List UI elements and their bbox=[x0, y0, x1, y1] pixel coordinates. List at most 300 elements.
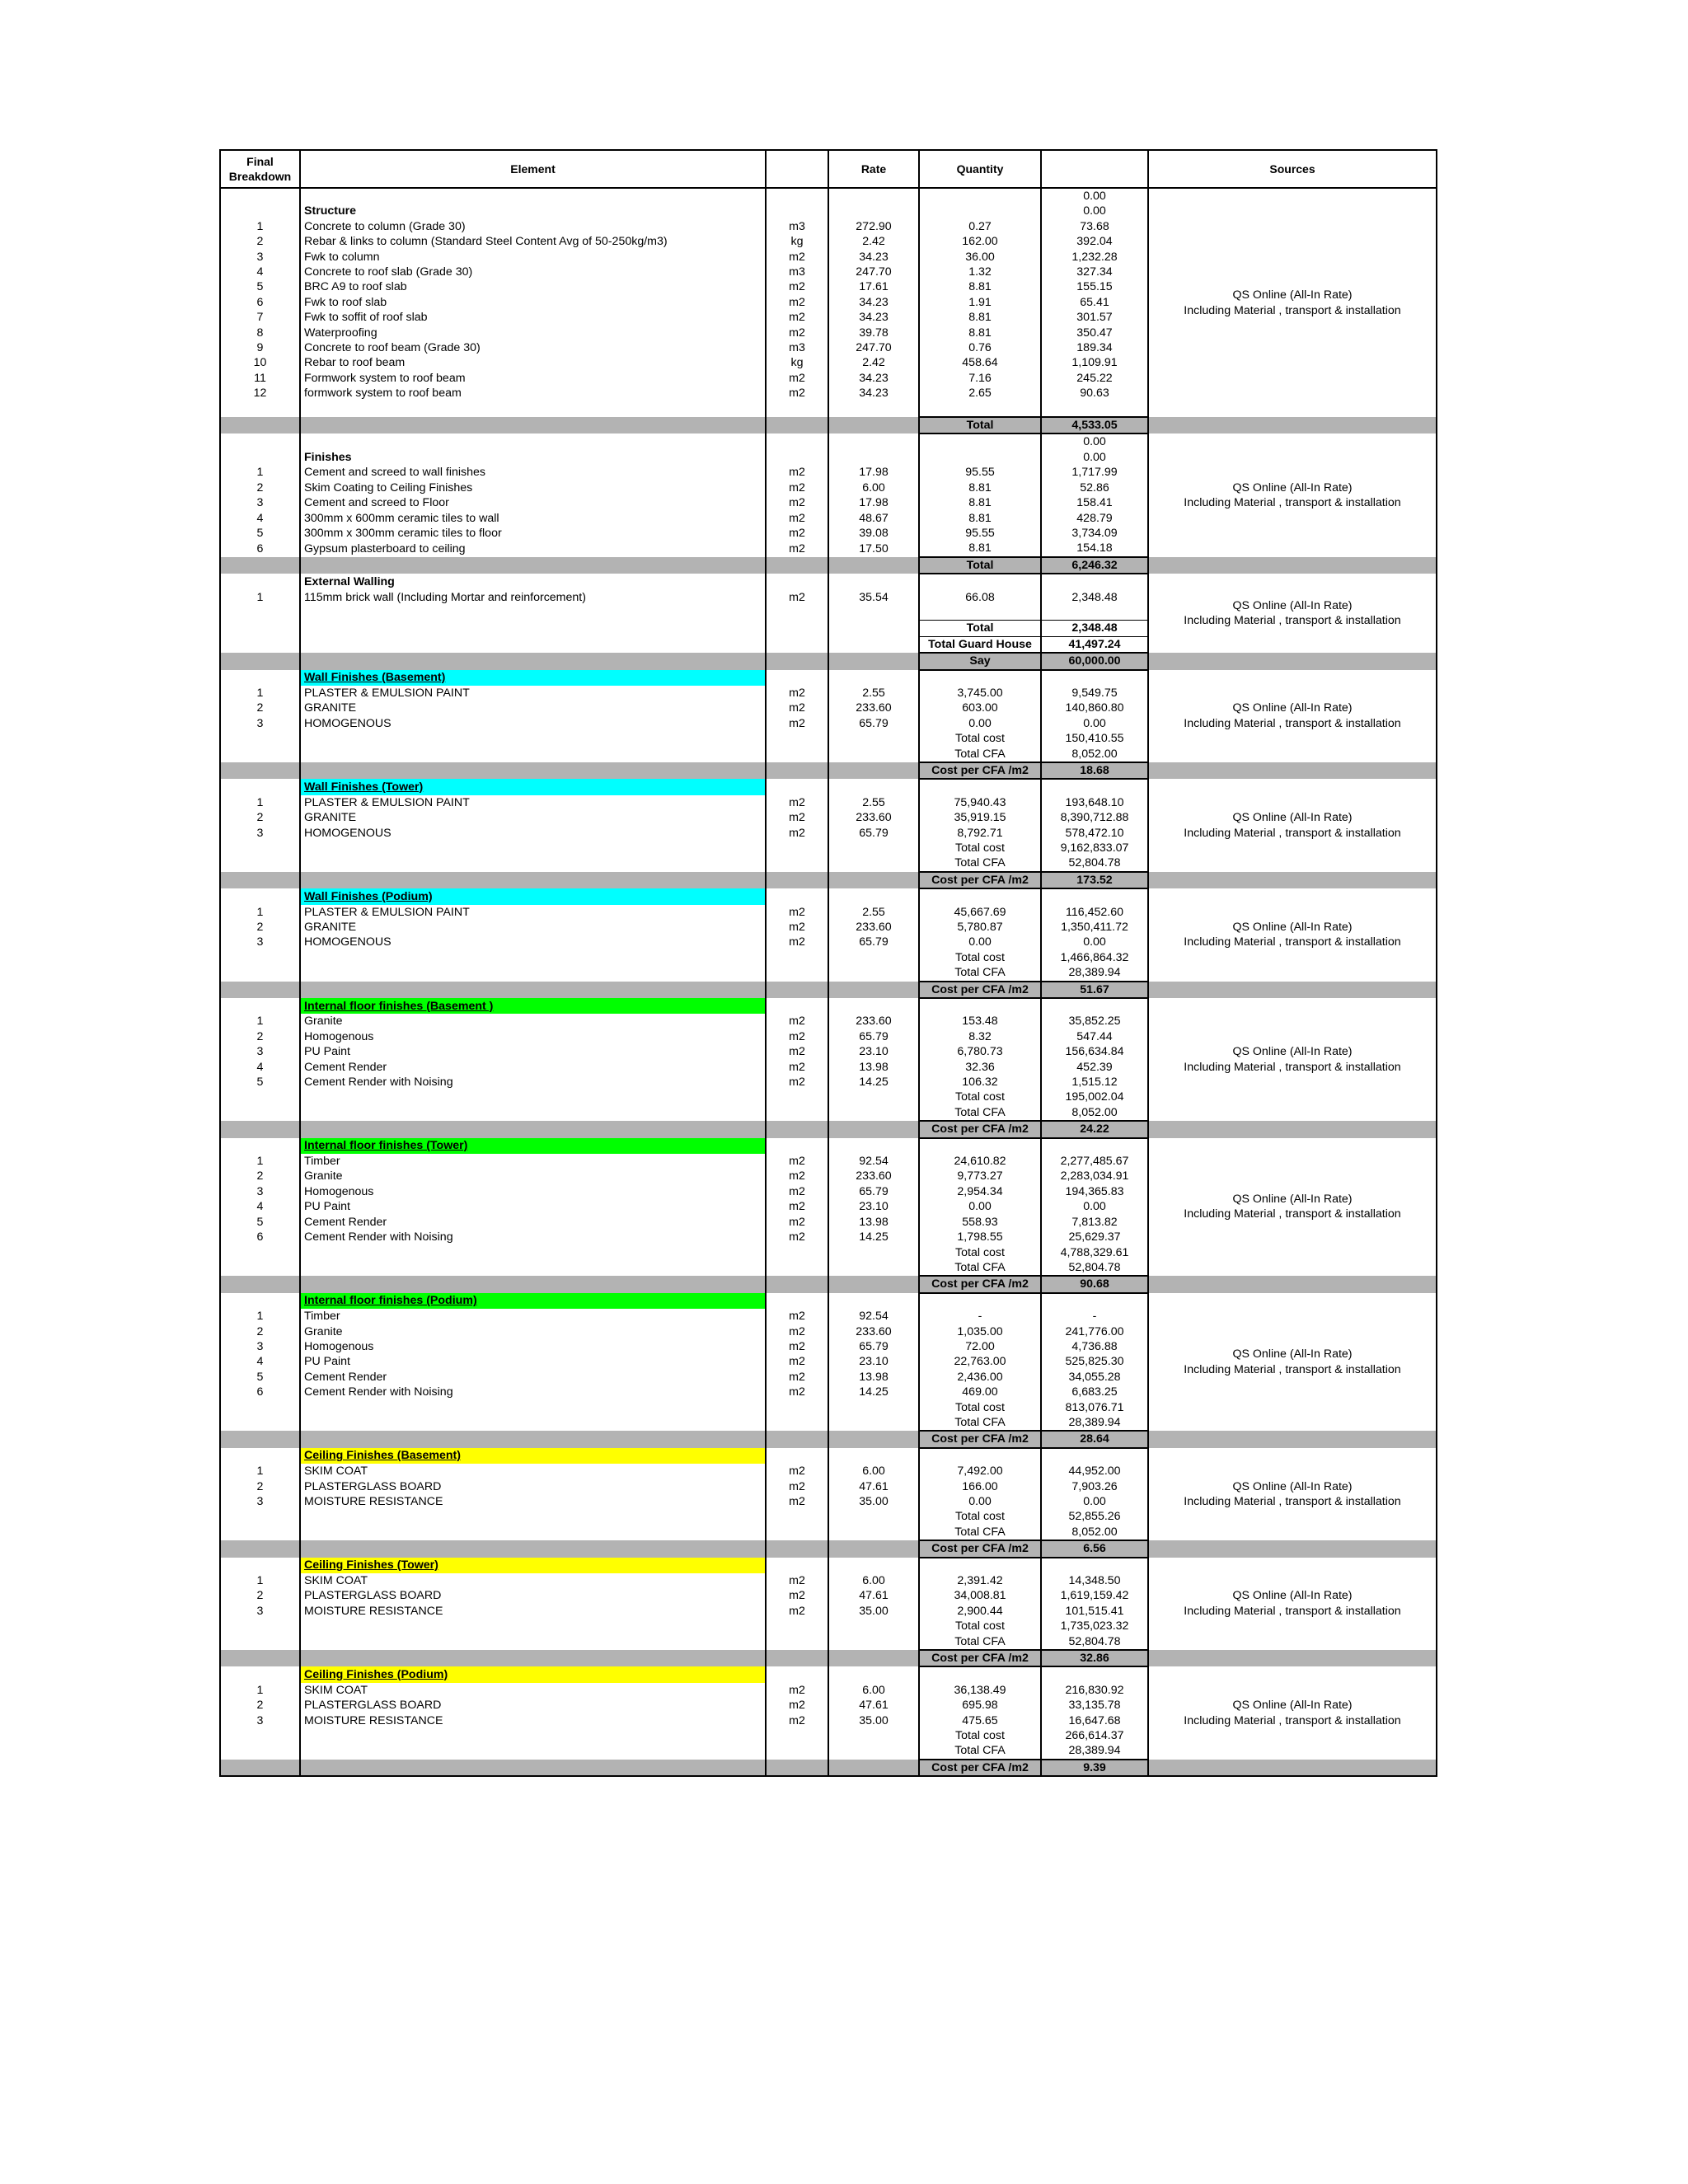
sep-blank bbox=[828, 872, 919, 888]
item-number: 3 bbox=[220, 1339, 300, 1354]
amount: 35,852.25 bbox=[1041, 1014, 1148, 1029]
quantity: 2.65 bbox=[919, 386, 1041, 401]
amount: 52.86 bbox=[1041, 480, 1148, 495]
element-name: Rebar to roof beam bbox=[300, 355, 766, 370]
source-line-2: Including Material , transport & installation bbox=[1184, 1604, 1401, 1618]
rate: 34.23 bbox=[828, 295, 919, 310]
amount: 34,055.28 bbox=[1041, 1370, 1148, 1385]
sep-blank bbox=[828, 557, 919, 574]
unit: m2 bbox=[766, 1044, 828, 1059]
section-title: Internal floor finishes (Basement ) bbox=[300, 998, 766, 1014]
element-name: GRANITE bbox=[300, 810, 766, 825]
quantity: 8.81 bbox=[919, 480, 1041, 495]
amount: 0.00 bbox=[1041, 716, 1148, 731]
sep-blank bbox=[828, 1540, 919, 1557]
unit bbox=[766, 747, 828, 762]
summary-label: Total CFA bbox=[919, 1415, 1041, 1431]
rate bbox=[828, 998, 919, 1014]
sep-blank bbox=[828, 1276, 919, 1292]
amount bbox=[1041, 1138, 1148, 1154]
quantity: 1,798.55 bbox=[919, 1230, 1041, 1244]
rate bbox=[828, 621, 919, 636]
source-line-2: Including Material , transport & installation bbox=[1184, 1494, 1401, 1508]
sources-cell bbox=[1148, 434, 1437, 556]
unit: m2 bbox=[766, 1698, 828, 1713]
rate: 34.23 bbox=[828, 250, 919, 265]
amount: 1,515.12 bbox=[1041, 1075, 1148, 1090]
amount: 158.41 bbox=[1041, 495, 1148, 510]
item-number: 7 bbox=[220, 310, 300, 325]
item-number: 2 bbox=[220, 1029, 300, 1044]
amount: 8,390,712.88 bbox=[1041, 810, 1148, 825]
section-total-value: 28.64 bbox=[1041, 1431, 1148, 1447]
rate: 13.98 bbox=[828, 1215, 919, 1230]
unit bbox=[766, 1293, 828, 1309]
summary-value: 28,389.94 bbox=[1041, 1743, 1148, 1759]
element-name bbox=[300, 1400, 766, 1415]
quantity: 166.00 bbox=[919, 1479, 1041, 1494]
separator-row bbox=[220, 1431, 1437, 1447]
quantity: 8,792.71 bbox=[919, 826, 1041, 841]
item-number bbox=[220, 1245, 300, 1260]
amount: 116,452.60 bbox=[1041, 905, 1148, 920]
section-title: Wall Finishes (Podium) bbox=[300, 888, 766, 904]
summary-value: 9,162,833.07 bbox=[1041, 841, 1148, 855]
item-number: 1 bbox=[220, 1683, 300, 1698]
sep-blank bbox=[300, 872, 766, 888]
amount: 216,830.92 bbox=[1041, 1683, 1148, 1698]
quantity bbox=[919, 401, 1041, 417]
section-title: Internal floor finishes (Podium) bbox=[300, 1293, 766, 1309]
summary-value: 8,052.00 bbox=[1041, 747, 1148, 762]
summary-label: Total cost bbox=[919, 1090, 1041, 1104]
quantity: 1.32 bbox=[919, 265, 1041, 279]
element-name bbox=[300, 731, 766, 746]
element-name bbox=[300, 605, 766, 621]
unit: m2 bbox=[766, 526, 828, 541]
element-name: PLASTERGLASS BOARD bbox=[300, 1698, 766, 1713]
summary-value: 28,389.94 bbox=[1041, 1415, 1148, 1431]
quantity: 8.81 bbox=[919, 279, 1041, 294]
item-number bbox=[220, 1728, 300, 1743]
title-row bbox=[220, 779, 1437, 794]
title-row bbox=[220, 1448, 1437, 1464]
title-row bbox=[220, 1666, 1437, 1682]
item-number: 12 bbox=[220, 386, 300, 401]
rate: 39.78 bbox=[828, 326, 919, 340]
rate: 47.61 bbox=[828, 1698, 919, 1713]
amount bbox=[1041, 1448, 1148, 1464]
item-number bbox=[220, 670, 300, 686]
sep-blank bbox=[828, 982, 919, 998]
quantity: 695.98 bbox=[919, 1698, 1041, 1713]
separator-row bbox=[220, 557, 1437, 574]
rate bbox=[828, 670, 919, 686]
summary-value: 8,052.00 bbox=[1041, 1525, 1148, 1540]
quantity: 95.55 bbox=[919, 465, 1041, 480]
unit: m2 bbox=[766, 480, 828, 495]
rate: 23.10 bbox=[828, 1044, 919, 1059]
quantity: 469.00 bbox=[919, 1385, 1041, 1399]
unit: m2 bbox=[766, 1215, 828, 1230]
rate: 233.60 bbox=[828, 1014, 919, 1029]
unit: m2 bbox=[766, 795, 828, 810]
sep-blank bbox=[300, 417, 766, 434]
element-name: Gypsum plasterboard to ceiling bbox=[300, 541, 766, 556]
quantity: 8.81 bbox=[919, 541, 1041, 556]
rate: 92.54 bbox=[828, 1154, 919, 1169]
summary-value: 52,855.26 bbox=[1041, 1509, 1148, 1524]
amount: 547.44 bbox=[1041, 1029, 1148, 1044]
element-name bbox=[300, 841, 766, 855]
quantity: 603.00 bbox=[919, 701, 1041, 715]
amount: 154.18 bbox=[1041, 541, 1148, 556]
element-name: Concrete to roof slab (Grade 30) bbox=[300, 265, 766, 279]
element-name bbox=[300, 1105, 766, 1121]
summary-value: 150,410.55 bbox=[1041, 731, 1148, 746]
section-title: External Walling bbox=[300, 574, 766, 589]
amount bbox=[1041, 670, 1148, 686]
source-line-1: QS Online (All-In Rate) bbox=[1232, 288, 1353, 302]
separator-row bbox=[220, 872, 1437, 888]
summary-value: 1,735,023.32 bbox=[1041, 1619, 1148, 1633]
section-total-label: Cost per CFA /m2 bbox=[919, 1121, 1041, 1137]
summary-label: Total CFA bbox=[919, 747, 1041, 762]
quantity bbox=[919, 605, 1041, 621]
unit: m2 bbox=[766, 1154, 828, 1169]
unit: m2 bbox=[766, 1588, 828, 1603]
amount: 189.34 bbox=[1041, 340, 1148, 355]
unit: m2 bbox=[766, 1464, 828, 1479]
rate bbox=[828, 731, 919, 746]
rate: 17.98 bbox=[828, 465, 919, 480]
section-total-value: 173.52 bbox=[1041, 872, 1148, 888]
section-total-label: Cost per CFA /m2 bbox=[919, 872, 1041, 888]
summary-label: Total CFA bbox=[919, 855, 1041, 871]
sources-cell bbox=[1148, 1138, 1437, 1277]
rate bbox=[828, 1105, 919, 1121]
item-number: 10 bbox=[220, 355, 300, 370]
quantity: 36.00 bbox=[919, 250, 1041, 265]
amount: 7,813.82 bbox=[1041, 1215, 1148, 1230]
element-name: PU Paint bbox=[300, 1044, 766, 1059]
rate: 17.98 bbox=[828, 495, 919, 510]
rate: 6.00 bbox=[828, 1573, 919, 1588]
unit bbox=[766, 1509, 828, 1524]
sep-blank bbox=[220, 1760, 300, 1776]
rate bbox=[828, 401, 919, 417]
quantity bbox=[919, 670, 1041, 686]
sep-blank bbox=[220, 1650, 300, 1666]
unit: m2 bbox=[766, 920, 828, 935]
element-name: Waterproofing bbox=[300, 326, 766, 340]
unit bbox=[766, 1138, 828, 1154]
sep-blank bbox=[1148, 1276, 1437, 1292]
item-number: 3 bbox=[220, 250, 300, 265]
unit bbox=[766, 1558, 828, 1573]
amount: 193,648.10 bbox=[1041, 795, 1148, 810]
rate bbox=[828, 855, 919, 871]
item-number: 9 bbox=[220, 340, 300, 355]
sep-blank bbox=[300, 653, 766, 669]
section-title: Ceiling Finishes (Podium) bbox=[300, 1666, 766, 1682]
amount: 392.04 bbox=[1041, 234, 1148, 249]
unit: m2 bbox=[766, 295, 828, 310]
item-number: 2 bbox=[220, 1588, 300, 1603]
header-amount bbox=[1041, 150, 1148, 188]
item-number: 3 bbox=[220, 495, 300, 510]
unit bbox=[766, 434, 828, 449]
quantity: 9,773.27 bbox=[919, 1169, 1041, 1183]
quantity bbox=[919, 574, 1041, 589]
unit bbox=[766, 1260, 828, 1276]
unit: m2 bbox=[766, 1169, 828, 1183]
quantity: 1,035.00 bbox=[919, 1324, 1041, 1339]
sep-blank bbox=[300, 1650, 766, 1666]
rate: 65.79 bbox=[828, 826, 919, 841]
unit: m2 bbox=[766, 1184, 828, 1199]
header-rate: Rate bbox=[828, 150, 919, 188]
rate bbox=[828, 1509, 919, 1524]
quantity: 35,919.15 bbox=[919, 810, 1041, 825]
unit: m2 bbox=[766, 1309, 828, 1324]
item-number bbox=[220, 450, 300, 465]
summary-value: 52,804.78 bbox=[1041, 1634, 1148, 1650]
element-name: Cement Render with Noising bbox=[300, 1230, 766, 1244]
sep-blank bbox=[1148, 1540, 1437, 1557]
sep-blank bbox=[828, 762, 919, 779]
section-total-value: 24.22 bbox=[1041, 1121, 1148, 1137]
sep-blank bbox=[766, 557, 828, 574]
rate: 65.79 bbox=[828, 935, 919, 949]
amount: 155.15 bbox=[1041, 279, 1148, 294]
rate: 47.61 bbox=[828, 1479, 919, 1494]
amount: 0.00 bbox=[1041, 204, 1148, 218]
source-line-1: QS Online (All-In Rate) bbox=[1232, 1479, 1353, 1493]
summary-value: 8,052.00 bbox=[1041, 1105, 1148, 1121]
element-name: formwork system to roof beam bbox=[300, 386, 766, 401]
unit bbox=[766, 1448, 828, 1464]
quantity bbox=[919, 888, 1041, 904]
summary-label: Total CFA bbox=[919, 1743, 1041, 1759]
item-number: 5 bbox=[220, 1215, 300, 1230]
source-line-1: QS Online (All-In Rate) bbox=[1232, 701, 1353, 715]
summary-label: Total CFA bbox=[919, 1525, 1041, 1540]
unit bbox=[766, 1634, 828, 1650]
sep-blank bbox=[828, 1650, 919, 1666]
amount: 73.68 bbox=[1041, 219, 1148, 234]
quantity: 0.76 bbox=[919, 340, 1041, 355]
unit bbox=[766, 1728, 828, 1743]
unit bbox=[766, 574, 828, 589]
rate: 272.90 bbox=[828, 219, 919, 234]
quantity: 8.32 bbox=[919, 1029, 1041, 1044]
item-number bbox=[220, 779, 300, 794]
unit: m2 bbox=[766, 590, 828, 605]
item-number: 1 bbox=[220, 1573, 300, 1588]
amount: 1,717.99 bbox=[1041, 465, 1148, 480]
element-name bbox=[300, 1245, 766, 1260]
quantity: 0.00 bbox=[919, 1494, 1041, 1509]
rate bbox=[828, 965, 919, 981]
rate bbox=[828, 1558, 919, 1573]
element-name: Fwk to soffit of roof slab bbox=[300, 310, 766, 325]
quantity: 7.16 bbox=[919, 371, 1041, 386]
amount: 9,549.75 bbox=[1041, 686, 1148, 701]
element-name: Homogenous bbox=[300, 1029, 766, 1044]
quantity: 0.27 bbox=[919, 219, 1041, 234]
item-number: 1 bbox=[220, 219, 300, 234]
element-name bbox=[300, 1090, 766, 1104]
sep-blank bbox=[1148, 982, 1437, 998]
unit: m3 bbox=[766, 219, 828, 234]
rate: 2.55 bbox=[828, 905, 919, 920]
unit bbox=[766, 1666, 828, 1682]
sep-blank bbox=[1148, 1650, 1437, 1666]
sep-blank bbox=[766, 762, 828, 779]
item-number bbox=[220, 1090, 300, 1104]
unit: m2 bbox=[766, 1199, 828, 1214]
element-name: Granite bbox=[300, 1324, 766, 1339]
rate: 2.42 bbox=[828, 355, 919, 370]
item-number bbox=[220, 950, 300, 965]
unit: m2 bbox=[766, 1339, 828, 1354]
unit bbox=[766, 204, 828, 218]
amount: 2,348.48 bbox=[1041, 590, 1148, 605]
sep-blank bbox=[300, 1540, 766, 1557]
amount bbox=[1041, 1666, 1148, 1682]
item-number: 3 bbox=[220, 1713, 300, 1728]
quantity: 22,763.00 bbox=[919, 1354, 1041, 1369]
unit: m2 bbox=[766, 326, 828, 340]
element-name: Cement Render with Noising bbox=[300, 1075, 766, 1090]
quantity: 36,138.49 bbox=[919, 1683, 1041, 1698]
element-name: Rebar & links to column (Standard Steel Content Avg of 50-250kg/m3) bbox=[300, 234, 766, 249]
unit: m2 bbox=[766, 310, 828, 325]
element-name: Timber bbox=[300, 1154, 766, 1169]
sep-blank bbox=[766, 417, 828, 434]
source-line-2: Including Material , transport & installation bbox=[1184, 614, 1401, 628]
sep-blank bbox=[1148, 1121, 1437, 1137]
quantity: 45,667.69 bbox=[919, 905, 1041, 920]
rate bbox=[828, 1634, 919, 1650]
summary-value: 28,389.94 bbox=[1041, 965, 1148, 981]
amount bbox=[1041, 998, 1148, 1014]
sep-blank bbox=[300, 557, 766, 574]
section-total-value: 9.39 bbox=[1041, 1760, 1148, 1776]
element-name: MOISTURE RESISTANCE bbox=[300, 1494, 766, 1509]
section-title: Ceiling Finishes (Tower) bbox=[300, 1558, 766, 1573]
unit bbox=[766, 1619, 828, 1633]
sep-blank bbox=[300, 1760, 766, 1776]
source-line-2: Including Material , transport & installation bbox=[1184, 716, 1401, 730]
amount: 140,860.80 bbox=[1041, 701, 1148, 715]
rate: 65.79 bbox=[828, 1029, 919, 1044]
item-number: 8 bbox=[220, 326, 300, 340]
item-number: 1 bbox=[220, 1309, 300, 1324]
sep-blank bbox=[766, 1121, 828, 1137]
rate bbox=[828, 950, 919, 965]
item-number bbox=[220, 841, 300, 855]
title-row bbox=[220, 1558, 1437, 1573]
quantity bbox=[919, 1666, 1041, 1682]
sep-blank bbox=[828, 417, 919, 434]
section-total-value: 18.68 bbox=[1041, 762, 1148, 779]
summary-value: 195,002.04 bbox=[1041, 1090, 1148, 1104]
amount: 2,277,485.67 bbox=[1041, 1154, 1148, 1169]
element-name: GRANITE bbox=[300, 920, 766, 935]
sep-blank bbox=[766, 1540, 828, 1557]
sep-blank bbox=[1148, 417, 1437, 434]
quantity: 0.00 bbox=[919, 935, 1041, 949]
unit bbox=[766, 1525, 828, 1540]
quantity bbox=[919, 998, 1041, 1014]
rate: 233.60 bbox=[828, 1169, 919, 1183]
item-number bbox=[220, 1138, 300, 1154]
section-title: Finishes bbox=[300, 450, 766, 465]
item-number: 4 bbox=[220, 1060, 300, 1075]
section-total-label: Total bbox=[919, 557, 1041, 574]
item-number: 4 bbox=[220, 1199, 300, 1214]
section-total-label: Cost per CFA /m2 bbox=[919, 1431, 1041, 1447]
rate bbox=[828, 1293, 919, 1309]
quantity: - bbox=[919, 1309, 1041, 1324]
item-number: 3 bbox=[220, 1184, 300, 1199]
rate bbox=[828, 1743, 919, 1759]
sources-cell bbox=[1148, 188, 1437, 417]
item-number: 1 bbox=[220, 1014, 300, 1029]
section-total-label: Cost per CFA /m2 bbox=[919, 1760, 1041, 1776]
quantity: 106.32 bbox=[919, 1075, 1041, 1090]
rate: 17.61 bbox=[828, 279, 919, 294]
quantity: 75,940.43 bbox=[919, 795, 1041, 810]
item-number: 2 bbox=[220, 234, 300, 249]
unit bbox=[766, 1105, 828, 1121]
unit: m3 bbox=[766, 265, 828, 279]
element-name bbox=[300, 965, 766, 981]
source-line-1: QS Online (All-In Rate) bbox=[1232, 921, 1353, 934]
section-title: Wall Finishes (Basement) bbox=[300, 670, 766, 686]
sep-blank bbox=[220, 557, 300, 574]
rate: 233.60 bbox=[828, 920, 919, 935]
item-number: 2 bbox=[220, 1479, 300, 1494]
unit: m2 bbox=[766, 1494, 828, 1509]
summary-label: Total cost bbox=[919, 1509, 1041, 1524]
item-number: 6 bbox=[220, 295, 300, 310]
title-row bbox=[220, 1293, 1437, 1309]
item-number: 1 bbox=[220, 686, 300, 701]
quantity: 458.64 bbox=[919, 355, 1041, 370]
element-name: Cement and screed to wall finishes bbox=[300, 465, 766, 480]
section-title: Ceiling Finishes (Basement) bbox=[300, 1448, 766, 1464]
sep-blank bbox=[220, 1540, 300, 1557]
summary-label: Total cost bbox=[919, 1245, 1041, 1260]
item-number: 2 bbox=[220, 480, 300, 495]
unit bbox=[766, 401, 828, 417]
item-number: 2 bbox=[220, 1698, 300, 1713]
item-number: 5 bbox=[220, 279, 300, 294]
item-number bbox=[220, 1558, 300, 1573]
separator-row bbox=[220, 1760, 1437, 1776]
item-number: 2 bbox=[220, 1169, 300, 1183]
unit: m2 bbox=[766, 716, 828, 731]
unit: m2 bbox=[766, 1713, 828, 1728]
unit: m2 bbox=[766, 1370, 828, 1385]
sep-blank bbox=[828, 1431, 919, 1447]
rate: 34.23 bbox=[828, 386, 919, 401]
amount: 156,634.84 bbox=[1041, 1044, 1148, 1059]
rate: 65.79 bbox=[828, 1184, 919, 1199]
